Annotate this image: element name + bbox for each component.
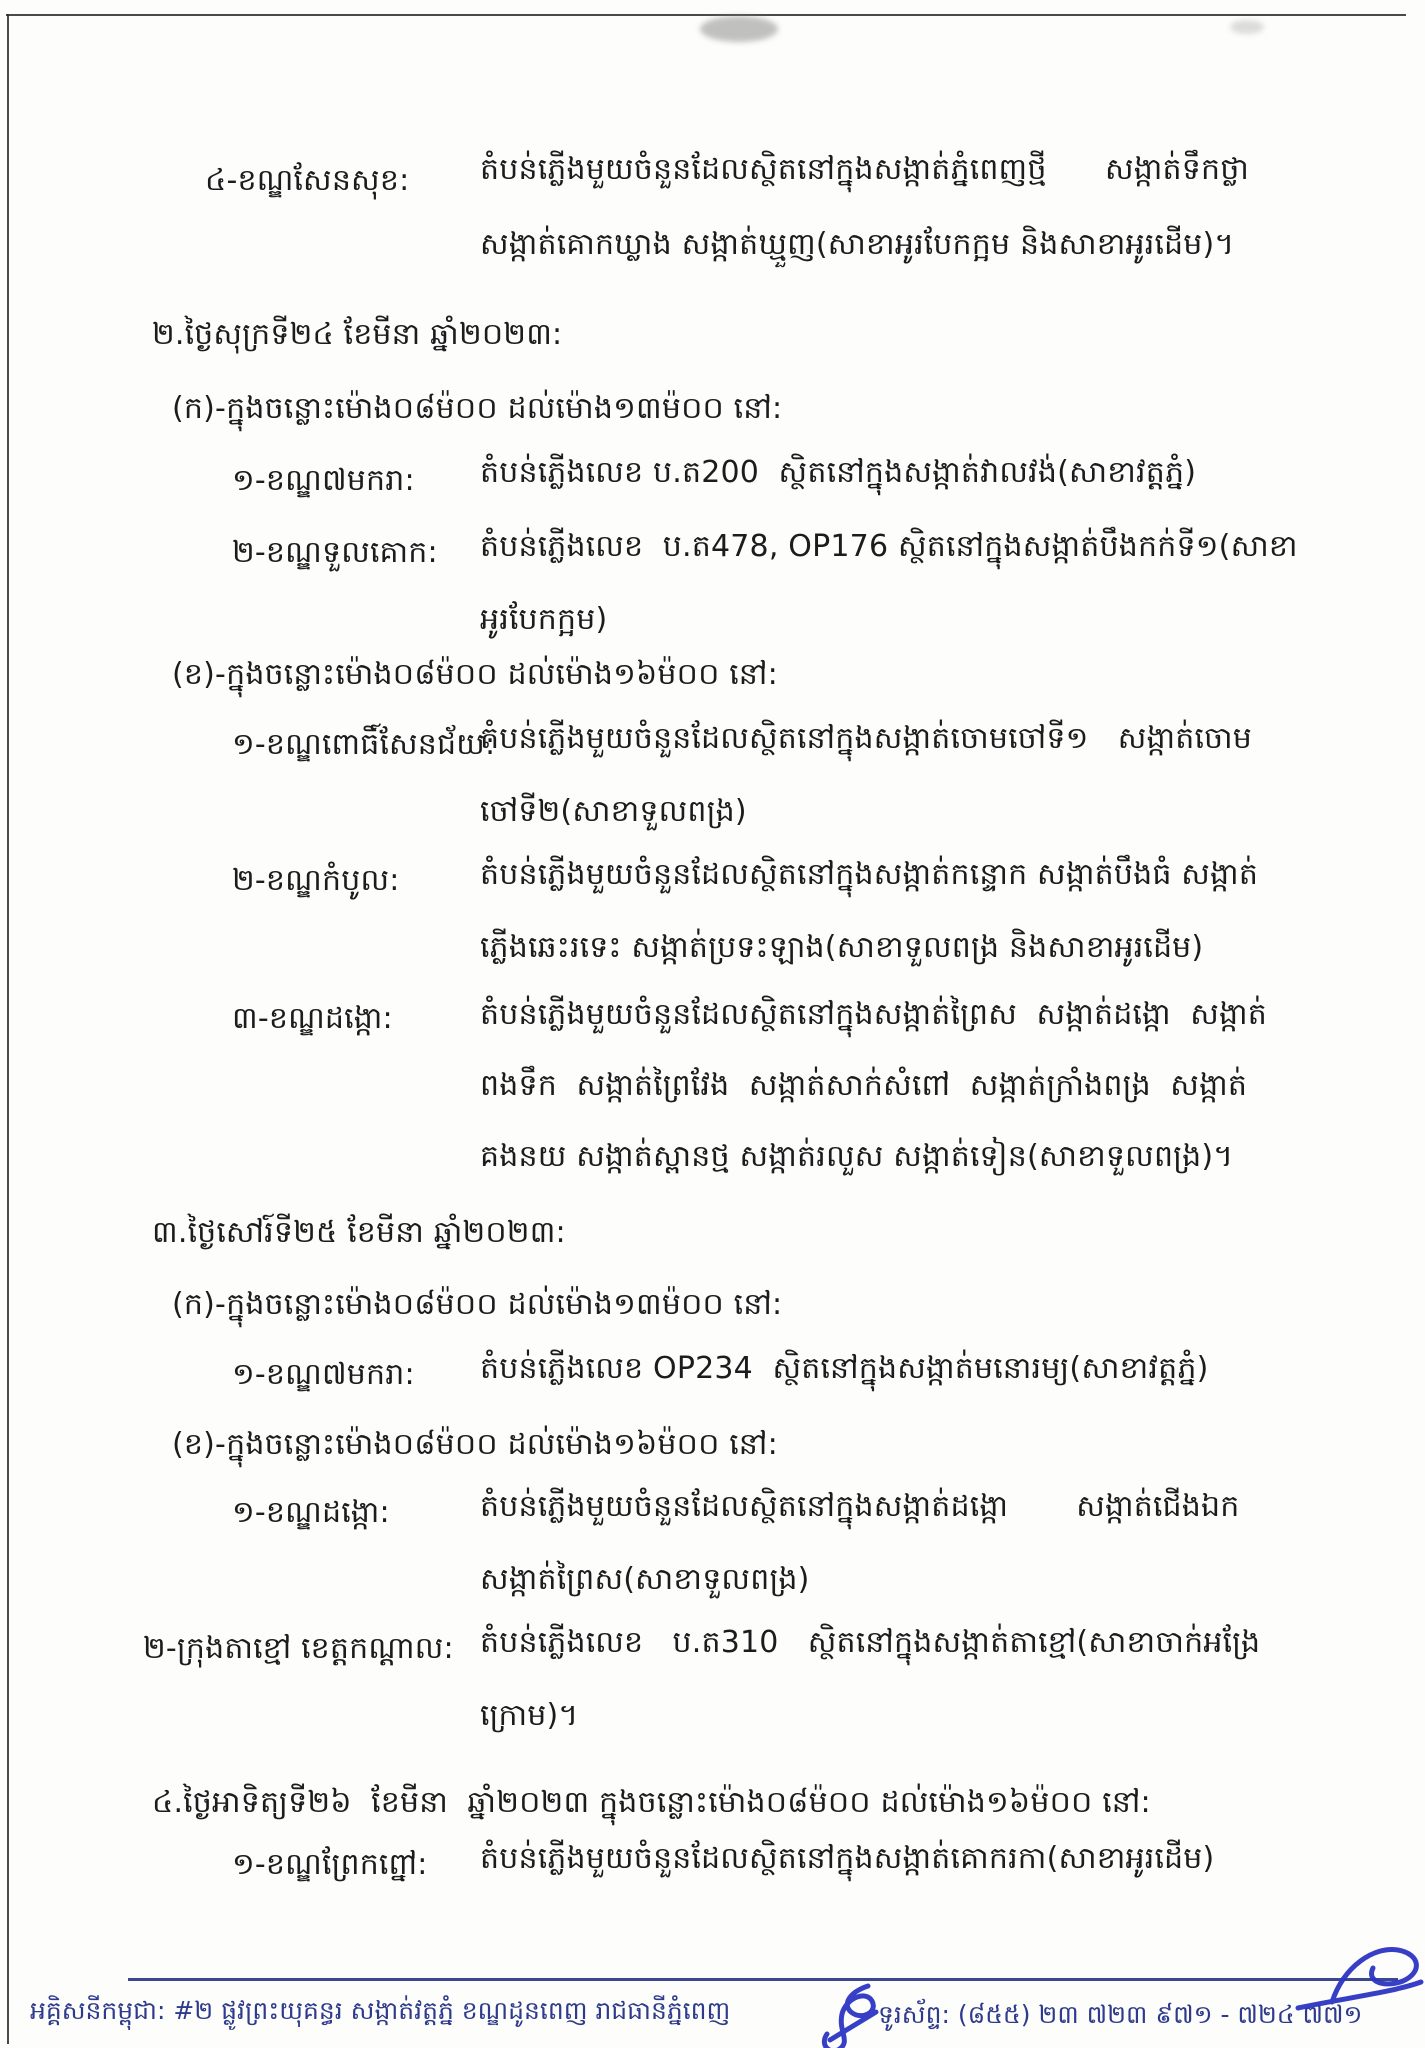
day2-b3-line2: ពងទឹក សង្កាត់ព្រៃវែង សង្កាត់សាក់សំពៅ សង្កាត់ក្រាំងពង្រ សង្កាត់ [480,1068,1248,1103]
day2-b1-label: ១-ខណ្ឌពោធិ៍សែនជ័យ: [232,727,496,762]
day2-a2-line1: តំបន់ភ្លើងលេខ ប.ត478, OP176 ស្ថិតនៅក្នុងសង្កាត់បឹងកក់ទី១(សាខា [480,529,1298,564]
day3-heading: ៣.ថ្ងៃសៅរ៍ទី២៥ ខែមីនា ឆ្នាំ២០២៣: [152,1215,566,1250]
day2-b3-label: ៣-ខណ្ឌដង្កោ: [232,1001,393,1036]
day2-a2-line2: អូរបែកក្អម) [480,602,608,637]
day3-b2-line2: ក្រោម)។ [480,1698,579,1733]
day2-a1-line1: តំបន់ភ្លើងលេខ ប.ត200 ស្ថិតនៅក្នុងសង្កាត់វាលវង់(សាខាវត្តភ្នំ) [480,455,1197,490]
sen-sok-line2: សង្កាត់គោកឃ្លាង សង្កាត់ឃ្មួញ(សាខាអូរបែកក្អម និងសាខាអូរដើម)។ [480,227,1235,262]
day3-b2-line1: តំបន់ភ្លើងលេខ ប.ត310 ស្ថិតនៅក្នុងសង្កាត់តាខ្មៅ(សាខាចាក់អង្រែ [480,1625,1261,1660]
day3-slot-a: (ក)-ក្នុងចន្លោះម៉ោង០៨ម៉០០ ដល់ម៉ោង១៣ម៉០០ នៅ: [172,1287,783,1322]
signature-flourish-right [1332,1949,1416,2002]
day3-b2-label: ២-ក្រុងតាខ្មៅ ខេត្តកណ្ដាល: [143,1631,454,1666]
day2-b1-line2: ចៅទី២(សាខាទួលពង្រ) [480,794,747,829]
day3-b1-line2: សង្កាត់ព្រៃស(សាខាទួលពង្រ) [480,1562,810,1597]
day3-slot-b: (ខ)-ក្នុងចន្លោះម៉ោង០៨ម៉០០ ដល់ម៉ោង១៦ម៉០០ នៅ: [172,1427,778,1462]
signature-scribble-left [824,1986,873,2048]
footer-phone: ទូរស័ព្ទ: (៨៥៥) ២៣ ៧២៣ ៩៧១ - ៧២៤ ៧៧១ [878,2000,1363,2029]
day2-slot-a: (ក)-ក្នុងចន្លោះម៉ោង០៨ម៉០០ ដល់ម៉ោង១៣ម៉០០ នៅ: [172,391,783,426]
day4-heading: ៤.ថ្ងៃអាទិត្យទី២៦ ខែមីនា ឆ្នាំ២០២៣ ក្នុងចន្លោះម៉ោង០៨ម៉០០ ដល់ម៉ោង១៦ម៉០០ នៅ: [152,1785,1151,1820]
day2-a1-label: ១-ខណ្ឌ៧មករា: [232,463,415,498]
day2-a2-label: ២-ខណ្ឌទួលគោក: [232,535,438,570]
footer-address: អគ្គិសនីកម្ពុជា: #២ ផ្លូវព្រះយុគន្ធរ សង្កាត់វត្តភ្នំ ខណ្ឌដូនពេញ រាជធានីភ្នំពេញ [30,1996,731,2025]
day4-i1-line1: តំបន់ភ្លើងមួយចំនួនដែលស្ថិតនៅក្នុងសង្កាត់គោករកា(សាខាអូរដើម) [480,1841,1215,1876]
day3-b1-line1: តំបន់ភ្លើងមួយចំនួនដែលស្ថិតនៅក្នុងសង្កាត់ដង្កោ សង្កាត់ជើងឯក [480,1489,1240,1524]
day3-a1-line1: តំបន់ភ្លើងលេខ OP234 ស្ថិតនៅក្នុងសង្កាត់មនោរម្យ(សាខាវត្តភ្នំ) [480,1351,1209,1386]
scan-smudge [700,16,778,42]
day2-b3-line1: តំបន់ភ្លើងមួយចំនួនដែលស្ថិតនៅក្នុងសង្កាត់ព្រៃស សង្កាត់ដង្កោ សង្កាត់ [480,997,1268,1032]
sen-sok-label: ៤-ខណ្ឌសែនសុខ: [205,163,410,198]
day2-b1-line1: តំបន់ភ្លើងមួយចំនួនដែលស្ថិតនៅក្នុងសង្កាត់ចោមចៅទី១ សង្កាត់ចោម [480,721,1253,756]
day2-b3-line3: គងនយ សង្កាត់ស្ពានថ្ម សង្កាត់រលួស សង្កាត់ទៀន(សាខាទួលពង្រ)។ [480,1139,1234,1174]
footer-rule [128,1978,1398,1981]
day4-i1-label: ១-ខណ្ឌព្រែកព្នៅ: [232,1847,428,1882]
scan-border-left [7,14,9,2044]
day3-a1-label: ១-ខណ្ឌ៧មករា: [232,1357,415,1392]
signature-scribble-left-tail [830,2012,876,2040]
day2-heading: ២.ថ្ងៃសុក្រទី២៤ ខែមីនា ឆ្នាំ២០២៣: [152,317,563,352]
day2-b2-line2: ភ្លើងឆេះរទេះ សង្កាត់ប្រទះឡាង(សាខាទួលពង្រ និងសាខាអូរដើម) [480,930,1204,965]
day2-slot-b: (ខ)-ក្នុងចន្លោះម៉ោង០៨ម៉០០ ដល់ម៉ោង១៦ម៉០០ នៅ: [172,657,778,692]
scan-smudge-small [1230,20,1264,34]
day3-b1-label: ១-ខណ្ឌដង្កោ: [232,1495,390,1530]
scan-border-top [6,14,1406,16]
sen-sok-line1: តំបន់ភ្លើងមួយចំនួនដែលស្ថិតនៅក្នុងសង្កាត់ភ្នំពេញថ្មី សង្កាត់ទឹកថ្លា [480,152,1250,187]
day2-b2-line1: តំបន់ភ្លើងមួយចំនួនដែលស្ថិតនៅក្នុងសង្កាត់កន្ទោក សង្កាត់បឹងធំ សង្កាត់ [480,857,1259,892]
day2-b2-label: ២-ខណ្ឌកំបូល: [232,863,400,898]
